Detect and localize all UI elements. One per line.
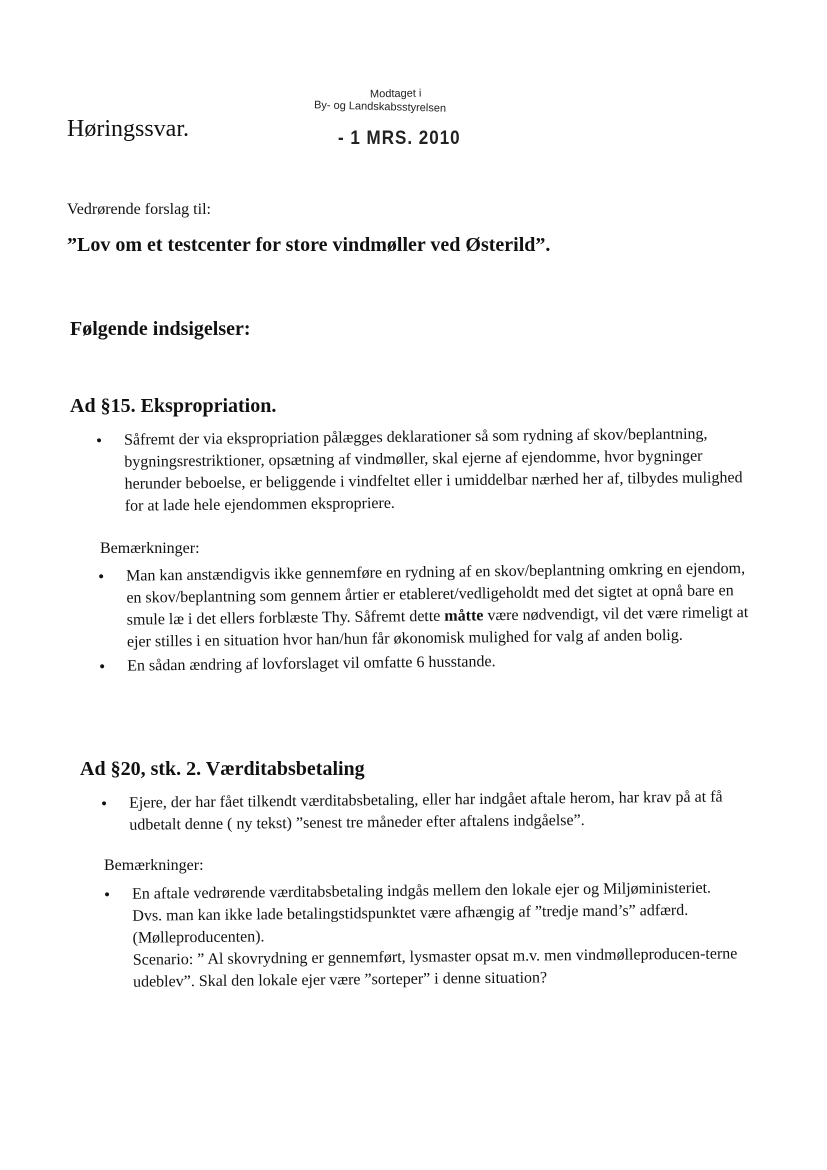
stamp-date: - 1 MRS. 2010 (338, 126, 461, 149)
remark-emphasis: måtte (444, 607, 484, 625)
section-20-item-text: Ejere, der har fået tilkendt værditabsbetaling, eller har indgået aftale herom, har krav på at få udbetalt denne ( ny tekst) ”senest tre måneder efter aftalens indgåelse”. (129, 788, 723, 834)
remark-text-line: (Mølleproducenten). (132, 928, 265, 947)
document-title: Høringssvar. (67, 116, 189, 142)
remark-text (126, 560, 748, 651)
bullet-icon: • (98, 566, 105, 586)
section-15-list (96, 423, 757, 518)
section-20-list (101, 786, 766, 837)
bullet-icon: • (99, 656, 106, 676)
bullet-icon: • (101, 793, 108, 813)
remark-text-line: En aftale vedrørende værditabsbetaling indgås mellem den lokale ejer og Miljøministeriet. (132, 879, 712, 903)
remark-text-line: Dvs. man kan ikke lade betalingstidspunktet være afhængig af ”tredje mand’s” adfærd. (132, 901, 689, 925)
section-15-remarks-list (98, 558, 749, 678)
list-item (101, 786, 766, 837)
remark-text-part: Man kan anstændigvis ikke gennemføre en rydning af en skov/beplantning omkring en ejendom, en skov/beplantning som gennem årtier er etableret/vedligeholdt med det sigtet at opnå bare en smule læ i det ellers forblæste Thy. Såfremt dette (126, 560, 746, 629)
section-15-heading: Ad §15. Ekspropriation. (70, 395, 277, 417)
remarks-label: Bemærkninger: (100, 540, 200, 557)
intro-line: Vedrørende forslag til: (67, 201, 211, 218)
stamp-agency-name: By- og Landskabsstyrelsen (313, 99, 447, 115)
remarks-label: Bemærkninger: (104, 857, 204, 874)
list-item (98, 558, 749, 654)
bullet-icon: • (104, 884, 111, 904)
bullet-icon: • (96, 430, 103, 450)
law-title: ”Lov om et testcenter for store vindmøller ved Østerild”. (67, 234, 551, 256)
list-item (104, 877, 765, 994)
section-15-item-text: Såfremt der via ekspropriation pålægges deklarationer så som rydning af skov/beplantning, bygningsrestriktioner, opsætning af vindmøller, skal ejerne af ejendomme, hvor bygninger herunder beboelse, er beliggende i vindfeltet eller i umiddelbar nærhed her af, tilbydes mulighed for at lade hele ejendommen ekspropriere. (124, 425, 743, 515)
list-item (96, 423, 757, 518)
remark-text-part: være nødvendigt, vil det være rimeligt at ejer stilles i en situation hvor han/hun får økonomisk mulighed for valg af anden bolig. (126, 604, 749, 651)
section-20-heading: Ad §20, stk. 2. Værditabsbetaling (80, 758, 365, 780)
remark-text: En sådan ændring af lovforslaget vil omfatte 6 husstande. (127, 653, 496, 675)
remark-text-line: Scenario: ” Al skovrydning er gennemført, lysmaster opsat m.v. men vindmølleproducen-terne udeblev”. Skal den lokale ejer være ”sorteper” i denne situation? (132, 945, 738, 991)
stamp-received-label: Modtaget i (369, 87, 422, 101)
section-20-remarks-list (104, 877, 765, 994)
objections-heading: Følgende indsigelser: (70, 318, 251, 340)
